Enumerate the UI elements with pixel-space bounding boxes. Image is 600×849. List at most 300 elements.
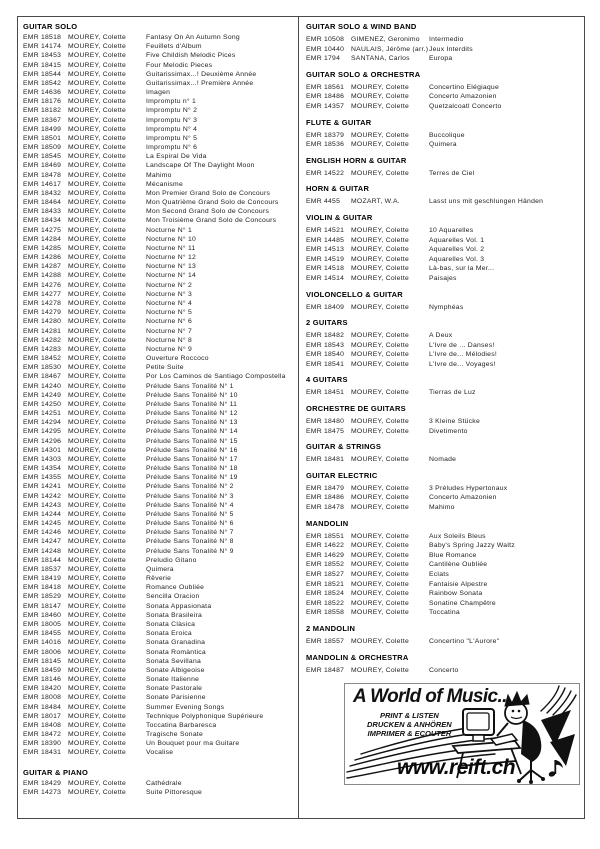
catalog-number: EMR 18536 — [306, 141, 345, 149]
catalog-row — [23, 308, 296, 317]
catalog-row — [23, 244, 296, 253]
composer-name: MOUREY, Colette — [68, 455, 127, 463]
catalog-row — [306, 303, 582, 313]
catalog-section — [306, 404, 582, 436]
composer-name: MOUREY, Colette — [68, 648, 127, 656]
work-title: Nomade — [429, 456, 457, 464]
work-title: Nocturne N° 9 — [146, 345, 193, 353]
catalog-number: EMR 4455 — [306, 198, 341, 206]
work-title: Rainbow Sonata — [429, 590, 483, 598]
composer-name: MOUREY, Colette — [351, 542, 410, 550]
catalog-number: EMR 14288 — [23, 272, 62, 280]
composer-name: MOUREY, Colette — [351, 666, 410, 674]
catalog-number: EMR 18460 — [23, 611, 62, 619]
composer-name: MOUREY, Colette — [68, 611, 127, 619]
composer-name: MOUREY, Colette — [68, 244, 127, 252]
catalog-number: EMR 14303 — [23, 455, 62, 463]
composer-name: MOUREY, Colette — [68, 446, 127, 454]
catalog-number: EMR 18540 — [306, 351, 345, 359]
composer-name: MOUREY, Colette — [68, 676, 127, 684]
work-title: Quimera — [146, 565, 174, 573]
catalog-row — [23, 79, 296, 88]
work-title: Sonata Clàsica — [146, 621, 196, 628]
work-title: Concerto — [429, 666, 459, 674]
section-header: MANDOLIN & ORCHESTRA — [306, 652, 409, 662]
work-title: Sonata Appasionata — [146, 602, 212, 610]
work-title: Mahimo — [429, 504, 455, 512]
catalog-row — [23, 327, 296, 336]
catalog-number: EMR 14355 — [23, 474, 62, 482]
work-title: Nocturne N° 12 — [146, 254, 197, 262]
composer-name: MOUREY, Colette — [351, 418, 410, 426]
catalog-number: EMR 18453 — [23, 52, 62, 60]
work-title: Prélude Sans Tonalité N° 14 — [146, 428, 238, 436]
composer-name: MOUREY, Colette — [68, 226, 127, 234]
work-title: Sonate Parisienne — [146, 694, 206, 702]
catalog-row — [306, 226, 582, 236]
work-title: Tragische Sonate — [146, 731, 204, 739]
catalog-number: EMR 14248 — [23, 547, 62, 555]
composer-name: MOUREY, Colette — [351, 169, 410, 177]
work-title: Mon Troisième Grand Solo de Concours — [146, 217, 277, 225]
catalog-number: EMR 18541 — [306, 360, 345, 368]
composer-name: MOUREY, Colette — [68, 712, 127, 720]
catalog-number: EMR 18479 — [306, 484, 345, 492]
work-title: Baby's Spring Jazzy Waltz — [429, 542, 515, 550]
composer-name: MOUREY, Colette — [68, 483, 127, 491]
catalog-number: EMR 18509 — [23, 144, 62, 152]
section-header: 2 GUITARS — [306, 318, 348, 328]
catalog-row — [23, 648, 296, 657]
work-title: Prélude Sans Tonalité N° 13 — [146, 419, 238, 427]
catalog-row — [23, 721, 296, 730]
catalog-row — [23, 556, 296, 565]
catalog-row — [306, 264, 582, 274]
catalog-number: EMR 14250 — [23, 400, 62, 408]
work-title: Technique Polyphonique Supérieure — [146, 712, 264, 720]
composer-name: MOUREY, Colette — [68, 144, 127, 152]
work-title: Por Los Caminos de Santiago Compostella — [146, 373, 286, 381]
catalog-number: EMR 18144 — [23, 556, 62, 564]
section-header: HORN & GUITAR — [306, 184, 370, 194]
section-header: GUITAR & STRINGS — [306, 442, 382, 452]
work-title: Landscape Of The Daylight Moon — [146, 162, 255, 170]
catalog-row — [306, 341, 582, 351]
catalog-row — [306, 140, 582, 150]
work-title: Prélude Sans Tonalité N° 6 — [146, 520, 234, 528]
catalog-number: EMR 18005 — [23, 621, 62, 628]
catalog-row — [23, 620, 296, 629]
composer-name: MOUREY, Colette — [68, 437, 127, 445]
catalog-row — [23, 739, 296, 748]
composer-name: MOUREY, Colette — [68, 272, 127, 280]
composer-name: MOUREY, Colette — [351, 580, 410, 588]
catalog-row — [23, 198, 296, 207]
work-title: Impromptu n° 1 — [146, 98, 197, 106]
catalog-number: EMR 18451 — [306, 389, 345, 397]
composer-name: MOUREY, Colette — [351, 341, 410, 349]
work-title: 3 Préludes Hypertonaux — [429, 484, 508, 492]
catalog-row — [306, 197, 582, 207]
catalog-number: EMR 14275 — [23, 226, 62, 234]
catalog-number: EMR 14284 — [23, 235, 62, 243]
catalog-number: EMR 14518 — [306, 265, 345, 273]
catalog-row — [23, 354, 296, 363]
catalog-row — [23, 675, 296, 684]
catalog-number: EMR 14514 — [306, 274, 345, 282]
catalog-row — [23, 611, 296, 620]
composer-name: MOUREY, Colette — [351, 141, 410, 149]
composer-name: MOUREY, Colette — [68, 520, 127, 528]
composer-name: MOUREY, Colette — [68, 630, 127, 638]
work-title: Sonata Granadina — [146, 639, 206, 647]
catalog-row — [306, 350, 582, 360]
section-header: FLUTE & GUITAR — [306, 117, 372, 127]
composer-name: MOUREY, Colette — [68, 510, 127, 518]
catalog-number: EMR 14247 — [23, 538, 62, 546]
catalog-row — [23, 189, 296, 198]
catalog-section — [23, 768, 296, 797]
publisher-ad — [344, 683, 580, 785]
composer-name: MOUREY, Colette — [68, 419, 127, 427]
composer-name: MOUREY, Colette — [68, 107, 127, 115]
work-title: Impromptu N° 5 — [146, 134, 198, 142]
catalog-number: EMR 14282 — [23, 336, 62, 344]
catalog-row — [23, 391, 296, 400]
catalog-section — [306, 156, 582, 179]
composer-name: MOUREY, Colette — [68, 153, 127, 161]
work-title: Quimera — [429, 141, 457, 149]
catalog-number: EMR 14241 — [23, 483, 62, 491]
catalog-number: EMR 18484 — [23, 703, 62, 711]
catalog-row — [306, 427, 582, 437]
catalog-number: EMR 18008 — [23, 694, 62, 702]
composer-name: MOUREY, Colette — [351, 571, 410, 578]
catalog-number: EMR 18552 — [306, 561, 345, 569]
catalog-number: EMR 18558 — [306, 609, 345, 617]
ad-tagline-fr: IMPRIMER & ECOUTER — [367, 729, 452, 739]
composer-name: MOUREY, Colette — [68, 382, 127, 390]
work-title: Cantilène Oubliée — [429, 561, 488, 569]
catalog-number: EMR 18480 — [306, 418, 345, 426]
work-title: A Deux — [429, 332, 453, 340]
composer-name: MOUREY, Colette — [68, 327, 127, 335]
composer-name: MOUREY, Colette — [68, 410, 127, 418]
work-title: Preludio Gitano — [146, 556, 197, 564]
catalog-row — [23, 779, 296, 788]
catalog-number: EMR 14243 — [23, 501, 62, 509]
work-title: Terres de Ciel — [429, 169, 475, 177]
catalog-number: EMR 14281 — [23, 327, 62, 335]
catalog-number: EMR 18542 — [23, 79, 62, 87]
catalog-row — [306, 541, 582, 551]
catalog-row — [23, 106, 296, 115]
work-title: Un Bouquet pour ma Guitare — [146, 740, 240, 748]
composer-name: MOUREY, Colette — [68, 731, 127, 739]
catalog-row — [23, 583, 296, 592]
ad-headline: A World of Music... — [353, 686, 512, 708]
composer-name: MOUREY, Colette — [68, 217, 127, 225]
catalog-row — [306, 245, 582, 255]
catalog-row — [23, 299, 296, 308]
work-title: Prélude Sans Tonalité N° 3 — [146, 492, 234, 500]
work-title: Nocturne N° 10 — [146, 235, 197, 243]
composer-name: MOUREY, Colette — [351, 274, 410, 282]
catalog-row — [306, 102, 582, 112]
catalog-row — [306, 551, 582, 561]
catalog-number: EMR 18432 — [23, 189, 62, 197]
work-title: Prélude Sans Tonalité N° 12 — [146, 410, 238, 418]
work-title: Five Childish Melodic Pices — [146, 52, 236, 60]
work-title: Prélude Sans Tonalité N° 17 — [146, 455, 238, 463]
composer-name: MOUREY, Colette — [68, 70, 127, 78]
composer-name: MOUREY, Colette — [351, 236, 410, 244]
catalog-row — [23, 574, 296, 583]
catalog-row — [23, 33, 296, 42]
composer-name: MOUREY, Colette — [68, 345, 127, 353]
catalog-row — [23, 216, 296, 225]
composer-name: MOUREY, Colette — [68, 694, 127, 702]
work-title: Suite Pittoresque — [146, 788, 203, 796]
catalog-row — [23, 51, 296, 60]
work-title: Nocturne N° 5 — [146, 309, 193, 317]
catalog-section — [306, 375, 582, 398]
composer-name: MOUREY, Colette — [68, 391, 127, 399]
catalog-row — [23, 180, 296, 189]
catalog-row — [306, 589, 582, 599]
catalog-number: EMR 18551 — [306, 532, 345, 540]
composer-name: SANTANA, Carlos — [351, 55, 410, 63]
composer-name: MOUREY, Colette — [68, 373, 127, 381]
catalog-number: EMR 18561 — [306, 83, 345, 91]
catalog-section — [306, 290, 582, 313]
composer-name: MOUREY, Colette — [68, 703, 127, 711]
catalog-number: EMR 14276 — [23, 281, 62, 289]
composer-name: MOUREY, Colette — [68, 43, 127, 51]
work-title: Europa — [429, 55, 453, 63]
composer-name: MOUREY, Colette — [68, 685, 127, 693]
catalog-column-right — [299, 17, 584, 818]
catalog-number: EMR 14519 — [306, 255, 345, 263]
catalog-row — [306, 503, 582, 513]
catalog-row — [23, 528, 296, 537]
composer-name: MOUREY, Colette — [68, 575, 127, 583]
work-title: Aquarelles Vol. 3 — [429, 255, 485, 263]
composer-name: MOUREY, Colette — [68, 779, 127, 787]
catalog-row — [23, 473, 296, 482]
work-title: Sonata Sevillana — [146, 657, 202, 665]
work-title: Concertino "L'Aurore" — [429, 637, 500, 645]
catalog-number: EMR 18499 — [23, 125, 62, 133]
catalog-number: EMR 18472 — [23, 731, 62, 739]
catalog-number: EMR 18543 — [306, 341, 345, 349]
work-title: Rêverie — [146, 575, 172, 583]
catalog-number: EMR 10508 — [306, 36, 345, 43]
catalog-section — [306, 442, 582, 465]
catalog-row — [306, 484, 582, 494]
work-title: Cathédrale — [146, 779, 182, 787]
composer-name: MOUREY, Colette — [68, 281, 127, 289]
catalog-row — [23, 547, 296, 556]
catalog-row — [23, 382, 296, 391]
work-title: Prélude Sans Tonalité N° 16 — [146, 446, 238, 454]
catalog-section — [306, 118, 582, 150]
work-title: Sonata Eroica — [146, 630, 192, 638]
ad-tagline — [367, 711, 452, 738]
composer-name: MOUREY, Colette — [351, 131, 410, 139]
catalog-number: EMR 18522 — [306, 599, 345, 607]
catalog-row — [23, 565, 296, 574]
catalog-row — [23, 262, 296, 271]
catalog-number: EMR 14244 — [23, 510, 62, 518]
work-title: Concerto Amazonien — [429, 494, 497, 502]
work-title: Intermedio — [429, 36, 464, 43]
composer-name: MOUREY, Colette — [351, 246, 410, 254]
catalog-column-left — [18, 17, 298, 818]
work-title: Nocturne N° 8 — [146, 336, 193, 344]
catalog-row — [23, 748, 296, 757]
work-title: L'Ivre de... Voyages! — [429, 360, 496, 368]
composer-name: MOUREY, Colette — [351, 532, 410, 540]
catalog-number: EMR 14287 — [23, 263, 62, 271]
catalog-row — [23, 482, 296, 491]
work-title: Prélude Sans Tonalité N° 15 — [146, 437, 238, 445]
composer-name: MOUREY, Colette — [68, 208, 127, 216]
composer-name: MOUREY, Colette — [68, 666, 127, 674]
catalog-row — [306, 532, 582, 542]
catalog-row — [23, 88, 296, 97]
catalog-section — [306, 653, 582, 676]
catalog-row — [23, 455, 296, 464]
catalog-number: EMR 18469 — [23, 162, 62, 170]
catalog-row — [23, 125, 296, 134]
composer-name: MOUREY, Colette — [351, 637, 410, 645]
catalog-row — [23, 372, 296, 381]
work-title: Nocturne N° 11 — [146, 244, 196, 252]
composer-name: MOUREY, Colette — [68, 602, 127, 610]
work-title: Vocalise — [146, 749, 174, 757]
catalog-number: EMR 18518 — [23, 34, 62, 41]
work-title: Prélude Sans Tonalité N° 4 — [146, 501, 234, 509]
catalog-row — [23, 703, 296, 712]
catalog-row — [306, 45, 582, 55]
work-title: Prélude Sans Tonalité N° 8 — [146, 538, 234, 546]
section-header: VIOLIN & GUITAR — [306, 212, 373, 222]
work-title: Nymphéas — [429, 303, 464, 311]
catalog-number: EMR 18481 — [306, 456, 345, 464]
work-title: Concertino Elégiaque — [429, 83, 499, 91]
catalog-number: EMR 18145 — [23, 657, 62, 665]
catalog-number: EMR 18478 — [306, 504, 345, 512]
catalog-section — [306, 519, 582, 618]
catalog-number: EMR 18486 — [306, 93, 345, 101]
composer-name: MOUREY, Colette — [68, 336, 127, 344]
work-title: Aquarelles Vol. 2 — [429, 246, 485, 254]
catalog-row — [23, 501, 296, 510]
catalog-row — [23, 97, 296, 106]
catalog-row — [306, 131, 582, 141]
work-title: Prélude Sans Tonalité N° 9 — [146, 547, 234, 555]
catalog-number: EMR 18455 — [23, 630, 62, 638]
catalog-number: EMR 14485 — [306, 236, 345, 244]
work-title: Impromptu N° 6 — [146, 144, 198, 152]
catalog-page — [17, 16, 585, 819]
work-title: Prélude Sans Tonalité N° 11 — [146, 400, 238, 408]
composer-name: MOUREY, Colette — [68, 465, 127, 473]
publisher-url: www.reift.ch — [397, 756, 516, 780]
composer-name: MOUREY, Colette — [68, 740, 127, 748]
catalog-number: EMR 18367 — [23, 116, 62, 124]
work-title: Blue Romance — [429, 551, 477, 559]
work-title: Lasst uns mit geschlungen Händen — [429, 198, 544, 206]
catalog-number: EMR 14295 — [23, 428, 62, 436]
catalog-row — [23, 290, 296, 299]
composer-name: MOUREY, Colette — [351, 609, 410, 617]
section-header: ORCHESTRE DE GUITARS — [306, 404, 406, 414]
work-title: Là-bas, sur la Mer... — [429, 265, 495, 273]
work-title: Four Melodic Pieces — [146, 61, 213, 69]
composer-name: MOUREY, Colette — [351, 255, 410, 263]
catalog-number: EMR 18433 — [23, 208, 62, 216]
catalog-row — [23, 42, 296, 51]
catalog-row — [23, 363, 296, 372]
work-title: Tierras de Luz — [429, 389, 476, 397]
catalog-number: EMR 18557 — [306, 637, 345, 645]
work-title: Prélude Sans Tonalité N° 7 — [146, 529, 234, 537]
work-title: Sonate Albigeoise — [146, 666, 205, 674]
section-header: GUITAR ELECTRIC — [306, 470, 378, 480]
work-title: Imagen — [146, 89, 171, 97]
catalog-row — [306, 637, 582, 647]
catalog-number: EMR 18464 — [23, 199, 62, 207]
work-title: Nocturne N° 6 — [146, 318, 193, 326]
work-title: Prélude Sans Tonalité N° 10 — [146, 391, 238, 399]
catalog-number: EMR 14174 — [23, 43, 62, 51]
section-header: 2 MANDOLIN — [306, 623, 356, 633]
composer-name: MOUREY, Colette — [68, 547, 127, 555]
work-title: Ouverture Roccoco — [146, 355, 209, 363]
composer-name: MOUREY, Colette — [68, 721, 127, 729]
section-header: VIOLONCELLO & GUITAR — [306, 289, 403, 299]
catalog-number: EMR 14629 — [306, 551, 345, 559]
work-title: Concerto Amazonien — [429, 93, 497, 101]
composer-name: MOUREY, Colette — [68, 299, 127, 307]
section-header: GUITAR & PIANO — [23, 767, 89, 777]
catalog-number: EMR 14283 — [23, 345, 62, 353]
composer-name: MOUREY, Colette — [68, 749, 127, 757]
work-title: Feuillets d'Album — [146, 43, 202, 51]
catalog-row — [23, 510, 296, 519]
composer-name: MOUREY, Colette — [68, 584, 127, 592]
catalog-number: EMR 14296 — [23, 437, 62, 445]
catalog-row — [23, 317, 296, 326]
catalog-number: EMR 18006 — [23, 648, 62, 656]
catalog-number: EMR 18501 — [23, 134, 62, 142]
catalog-number: EMR 18147 — [23, 602, 62, 610]
composer-name: MOUREY, Colette — [68, 474, 127, 482]
composer-name: MOUREY, Colette — [68, 309, 127, 317]
work-title: Romance Oubliée — [146, 584, 205, 592]
composer-name: MOUREY, Colette — [68, 254, 127, 262]
composer-name: MOUREY, Colette — [68, 89, 127, 97]
composer-name: MOUREY, Colette — [351, 83, 410, 91]
composer-name: MOUREY, Colette — [68, 125, 127, 133]
composer-name: MOUREY, Colette — [68, 61, 127, 69]
composer-name: MOUREY, Colette — [68, 180, 127, 188]
composer-name: MOUREY, Colette — [68, 529, 127, 537]
composer-name: MOUREY, Colette — [351, 456, 410, 464]
work-title: Nocturne N° 2 — [146, 281, 193, 289]
